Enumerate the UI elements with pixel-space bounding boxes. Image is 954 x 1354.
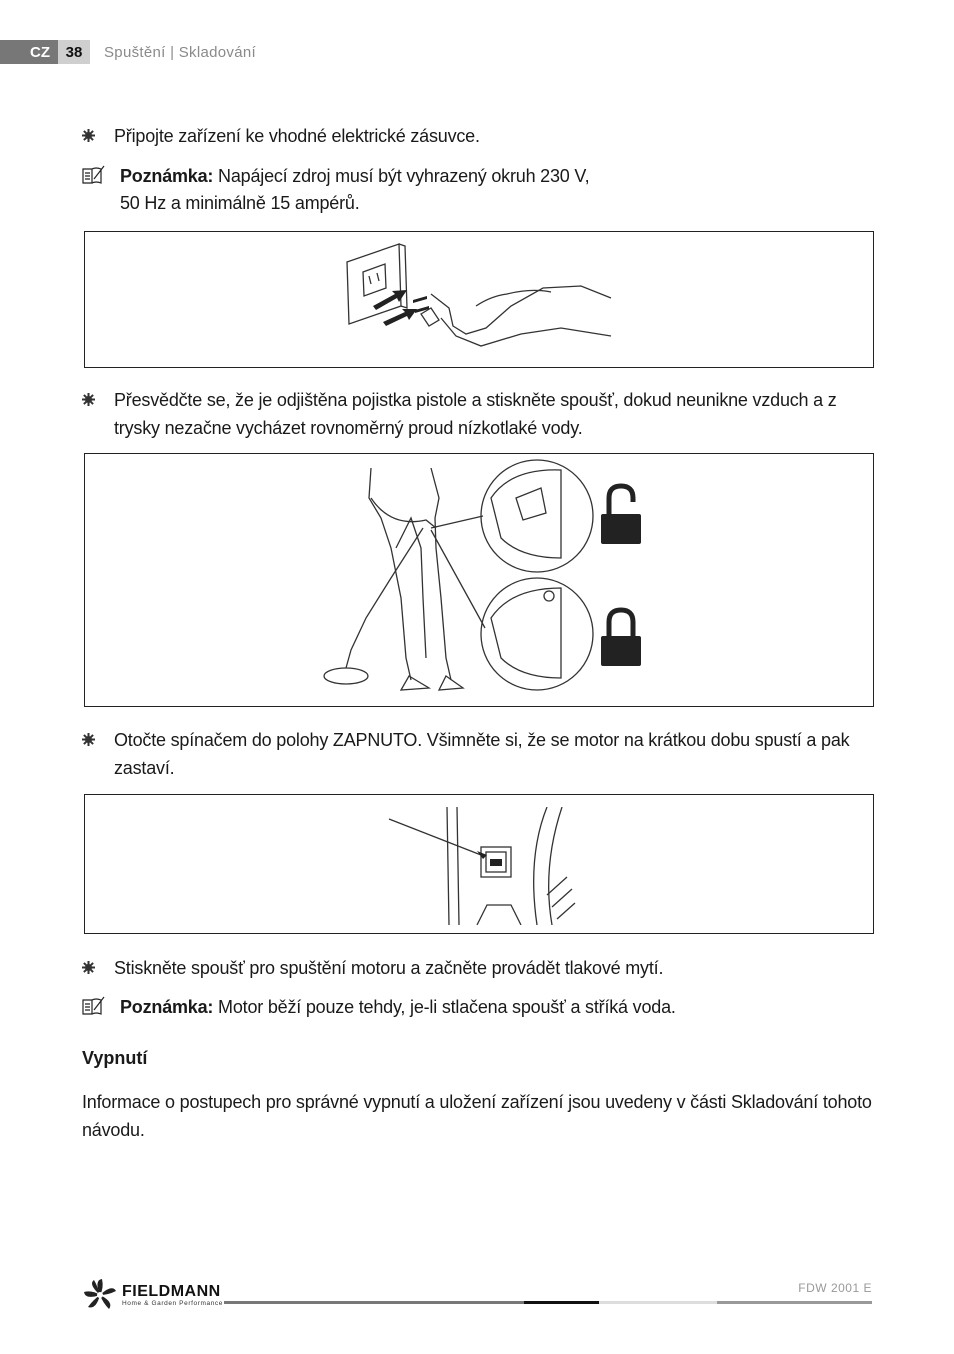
instruction-item: [82, 954, 872, 982]
note-text: Napájecí zdroj musí být vyhrazený okruh 230 V,: [213, 166, 590, 186]
note-label: Poznámka:: [120, 166, 214, 186]
spray-gun-illustration: [311, 458, 651, 702]
brand-name: FIELDMANN: [122, 1282, 221, 1300]
language-badge: CZ: [0, 40, 58, 64]
model-number: FDW 2001 E: [798, 1281, 872, 1295]
figure-trigger-lock: [84, 453, 874, 707]
instruction-item: [82, 122, 872, 150]
fan-logo-icon: [82, 1278, 118, 1312]
section-paragraph: Informace o postupech pro správné vypnutí a uložení zařízení jsou uvedeny v části Skladování tohoto návodu.: [82, 1092, 872, 1140]
instruction-item: [82, 386, 872, 442]
instruction-text: Připojte zařízení ke vhodné elektrické zásuvce.: [114, 126, 480, 146]
footer-divider: [599, 1301, 717, 1304]
bullet-icon: [82, 122, 114, 150]
footer-divider: [224, 1301, 524, 1304]
bullet-icon: [82, 954, 114, 982]
brand-tagline: Home & Garden Performance: [122, 1299, 223, 1307]
note-block: [82, 994, 872, 1024]
plug-illustration: [281, 236, 621, 364]
section-title: Spuštění | Skladování: [104, 43, 256, 61]
note-text-continued: 50 Hz a minimálně 15 ampérů.: [120, 193, 360, 213]
bullet-icon: [82, 386, 114, 442]
bullet-icon: [82, 726, 114, 782]
instruction-text: Otočte spínačem do polohy ZAPNUTO. Všimněte si, že se motor na krátkou dobu spustí a pak zastaví.: [114, 730, 850, 778]
footer-divider: [717, 1301, 872, 1304]
page-number: 38: [58, 40, 90, 64]
page-header: [0, 40, 256, 64]
figure-power-outlet: [84, 231, 874, 368]
instruction-text: Přesvědčte se, že je odjištěna pojistka pistole a stiskněte spoušť, dokud neunikne vzduch a z trysky nezačne vycházet rovnoměrný proud nízkotlaké vody.: [114, 390, 837, 438]
brand-logo: [82, 1278, 223, 1312]
footer-divider: [524, 1301, 599, 1304]
section-heading: Vypnutí: [82, 1048, 148, 1068]
note-icon: [82, 994, 120, 1024]
instruction-text: Stiskněte spoušť pro spuštění motoru a začněte provádět tlakové mytí.: [114, 958, 664, 978]
instruction-item: [82, 726, 872, 782]
switch-illustration: [387, 807, 577, 925]
note-label: Poznámka:: [120, 997, 214, 1017]
note-text: Motor běží pouze tehdy, je-li stlačena spoušť a stříká voda.: [213, 997, 676, 1017]
figure-power-switch: [84, 794, 874, 934]
note-block: [82, 163, 872, 217]
note-icon: [82, 163, 120, 217]
